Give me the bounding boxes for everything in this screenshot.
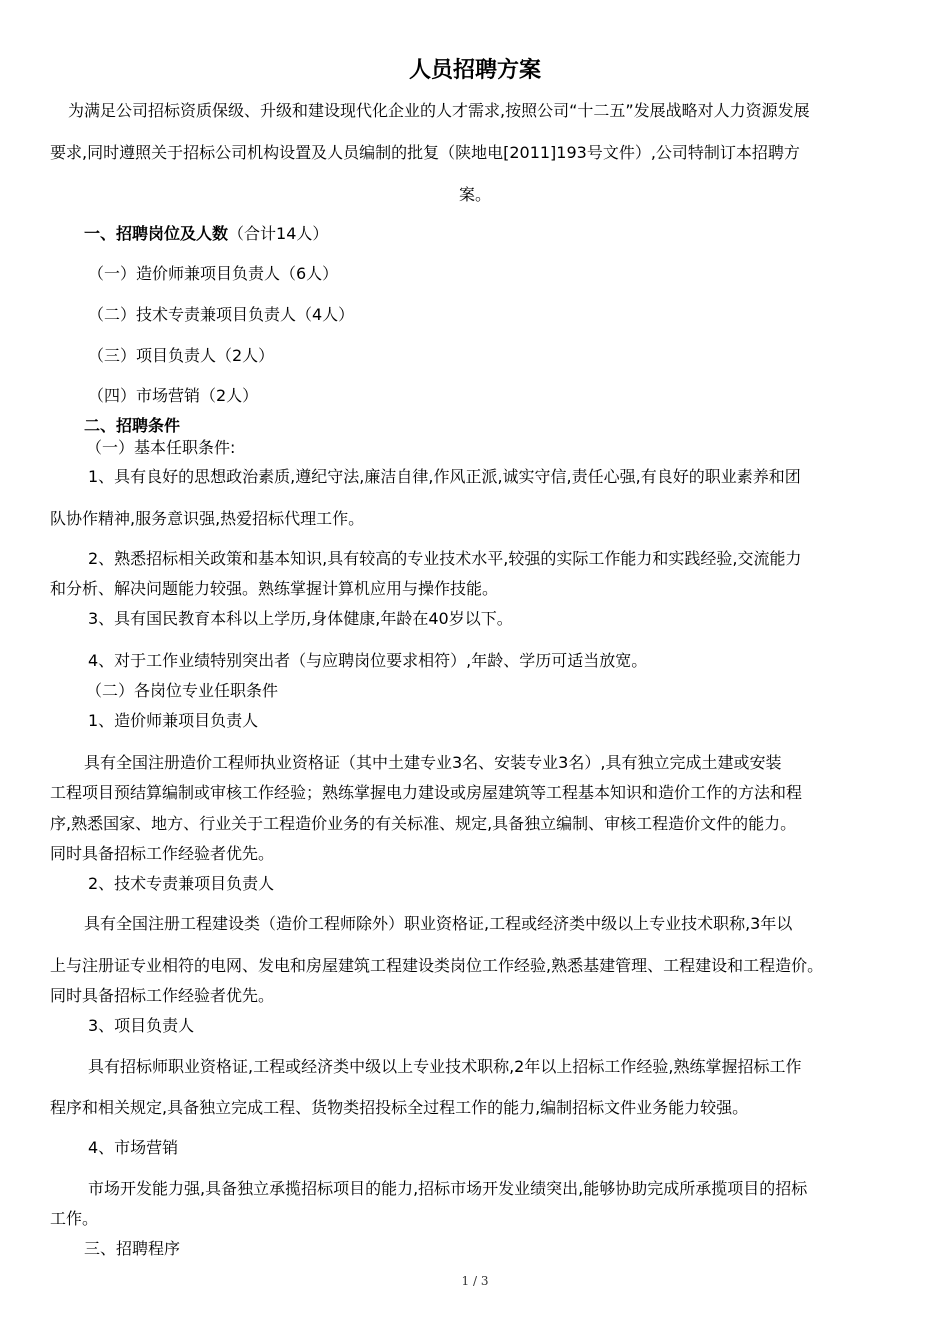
basic-condition-4: 4、对于工作业绩特别突出者（与应聘岗位要求相符）,年龄、学历可适当放宽。 xyxy=(88,651,648,670)
page-number: 1 / 3 xyxy=(461,1274,489,1288)
basic-condition-1-cont: 队协作精神,服务意识强,热爱招标代理工作。 xyxy=(50,509,365,528)
post-3-text: 具有招标师职业资格证,工程或经济类中级以上专业技术职称,2年以上招标工作经验,熟练掌握招标工作 xyxy=(88,1057,802,1076)
post-list-item: （四）市场营销（2人） xyxy=(88,386,259,405)
post-2-name: 2、技术专责兼项目负责人 xyxy=(88,874,275,893)
post-1-text: 具有全国注册造价工程师执业资格证（其中土建专业3名、安装专业3名）,具有独立完成土建或安装 xyxy=(84,753,782,772)
basic-conditions-title: （一）基本任职条件: xyxy=(86,438,236,457)
post-list-item: （一）造价师兼项目负责人（6人） xyxy=(88,264,339,283)
post-4-text: 市场开发能力强,具备独立承揽招标项目的能力,招标市场开发业绩突出,能够协助完成所承揽项目的招标 xyxy=(88,1179,808,1198)
post-1-text: 序,熟悉国家、地方、行业关于工程造价业务的有关标准、规定,具备独立编制、审核工程造价文件的能力。 xyxy=(50,814,797,833)
basic-condition-1: 1、具有良好的思想政治素质,遵纪守法,廉洁自律,作风正派,诚实守信,责任心强,有良好的职业素养和团 xyxy=(88,467,801,486)
intro-line-2: 要求,同时遵照关于招标公司机构设置及人员编制的批复（陕地电[2011]193号文件）,公司特制订本招聘方 xyxy=(50,143,800,162)
post-list-item: （三）项目负责人（2人） xyxy=(88,346,275,365)
post-2-text: 上与注册证专业相符的电网、发电和房屋建筑工程建设类岗位工作经验,熟悉基建管理、工程建设和工程造价。 xyxy=(50,956,824,975)
section1-heading: 一、招聘岗位及人数 xyxy=(84,224,229,243)
post-3-text: 程序和相关规定,具备独立完成工程、货物类招投标全过程工作的能力,编制招标文件业务能力较强。 xyxy=(50,1098,749,1117)
page-title: 人员招聘方案 xyxy=(408,58,541,83)
section2-heading: 二、招聘条件 xyxy=(84,416,181,435)
specific-conditions-title: （二）各岗位专业任职条件 xyxy=(86,681,279,700)
section1-heading-line xyxy=(84,223,328,245)
section3-heading: 三、招聘程序 xyxy=(84,1239,181,1258)
post-3-name: 3、项目负责人 xyxy=(88,1016,195,1035)
post-list-item: （二）技术专责兼项目负责人（4人） xyxy=(88,305,355,324)
basic-condition-2-cont: 和分析、解决问题能力较强。熟练掌握计算机应用与操作技能。 xyxy=(50,579,499,598)
section1-total: （合计14人） xyxy=(228,224,329,243)
post-4-text: 工作。 xyxy=(50,1209,99,1228)
post-1-text: 同时具备招标工作经验者优先。 xyxy=(50,844,275,863)
post-2-text: 同时具备招标工作经验者优先。 xyxy=(50,986,275,1005)
post-1-name: 1、造价师兼项目负责人 xyxy=(88,711,259,730)
post-1-text: 工程项目预结算编制或审核工作经验；熟练掌握电力建设或房屋建筑等工程基本知识和造价工作的方法和程 xyxy=(50,783,803,802)
intro-line-1: 为满足公司招标资质保级、升级和建设现代化企业的人才需求,按照公司“十二五”发展战略对人力资源发展 xyxy=(68,101,810,120)
basic-condition-2: 2、熟悉招标相关政策和基本知识,具有较高的专业技术水平,较强的实际工作能力和实践经验,交流能力 xyxy=(88,549,802,568)
basic-condition-3: 3、具有国民教育本科以上学历,身体健康,年龄在40岁以下。 xyxy=(88,609,513,628)
post-2-text: 具有全国注册工程建设类（造价工程师除外）职业资格证,工程或经济类中级以上专业技术职称,3年以 xyxy=(84,914,793,933)
intro-line-3: 案。 xyxy=(458,185,491,204)
post-4-name: 4、市场营销 xyxy=(88,1138,179,1157)
